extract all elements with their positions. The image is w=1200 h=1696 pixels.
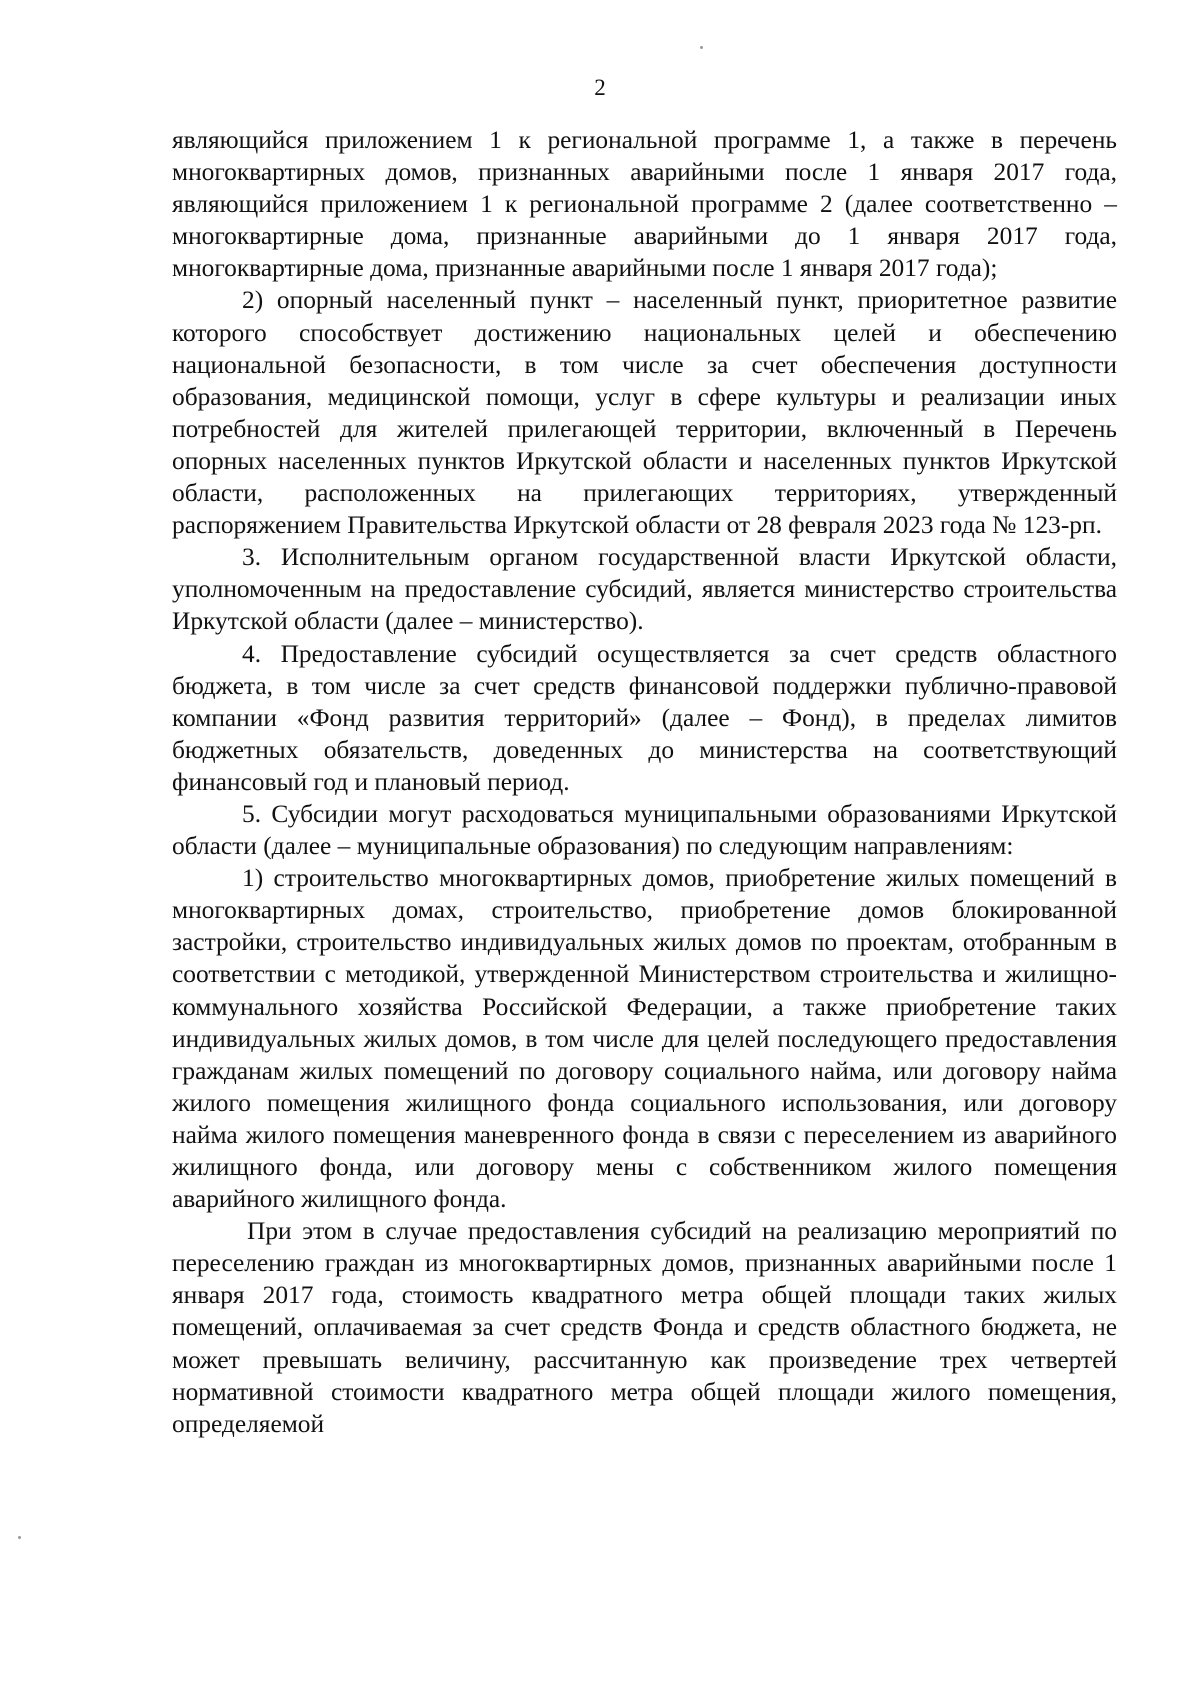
document-body	[172, 124, 1117, 1440]
page-number: 2	[594, 75, 606, 100]
paragraph-item-1-construction: 1) строительство многоквартирных домов, приобретение жилых помещений в многоквартирных домах, строительство, приобретение домов блокированной застройки, строительство индивидуальных жилых домов по проектам, отобранным в соответствии с методикой, утвержденной Министерством строительства и жилищно-коммунального хозяйства Российской Федерации, а также приобретение таких индивидуальных жилых домов, в том числе для целей последующего предоставления гражданам жилых помещений по договору социального найма, или договору найма жилого помещения жилищного фонда социального использования, или договору найма жилого помещения маневренного фонда в связи с переселением из аварийного жилищного фонда, или договору мены с собственником жилого помещения аварийного жилищного фонда.	[172, 864, 1117, 1214]
paragraph-5-subsidy-directions: 5. Субсидии могут расходоваться муниципальными образованиями Иркутской области (далее – муниципальные образования) по следующим направлениям:	[172, 799, 1117, 861]
paragraph-item-2-settlement-definition: 2) опорный населенный пункт – населенный пункт, приоритетное развитие которого способствует достижению национальных целей и обеспечению национальной безопасности, в том числе за счет обеспечения доступности образования, медицинской помощи, услуг в сфере культуры и реализации иных потребностей для жителей прилегающей территории, включенный в Перечень опорных населенных пунктов Иркутской области и населенных пунктов Иркутской области, расположенных на прилегающих территориях, утвержденный распоряжением Правительства Иркутской области от 28 февраля 2023 года № 123-рп.	[172, 286, 1117, 540]
scan-speck	[18, 1536, 21, 1539]
paragraph-list-continuation: являющийся приложением 1 к региональной программе 1, а также в перечень многоквартирных домов, признанных аварийными после 1 января 2017 года, являющийся приложением 1 к региональной программе 2 (далее соответственно – многоквартирные дома, признанные аварийными до 1 января 2017 года, многоквартирные дома, признанные аварийными после 1 января 2017 года);	[172, 126, 1117, 283]
paragraph-cost-limit: При этом в случае предоставления субсидий на реализацию мероприятий по переселению граждан из многоквартирных домов, признанных аварийными после 1 января 2017 года, стоимость квадратного метра общей площади таких жилых помещений, оплачиваемая за счет средств Фонда и средств областного бюджета, не может превышать величину, рассчитанную как произведение трех четвертей нормативной стоимости квадратного метра общей площади жилого помещения, определяемой	[172, 1217, 1117, 1438]
paragraph-3-authorized-body: 3. Исполнительным органом государственной власти Иркутской области, уполномоченным на предоставление субсидий, является министерство строительства Иркутской области (далее – министерство).	[172, 543, 1117, 636]
scan-speck	[700, 46, 703, 49]
paragraph-4-funding-source: 4. Предоставление субсидий осуществляется за счет средств областного бюджета, в том числе за счет средств финансовой поддержки публично-правовой компании «Фонд развития территорий» (далее – Фонд), в пределах лимитов бюджетных обязательств, доведенных до министерства на соответствующий финансовый год и плановый период.	[172, 639, 1117, 796]
